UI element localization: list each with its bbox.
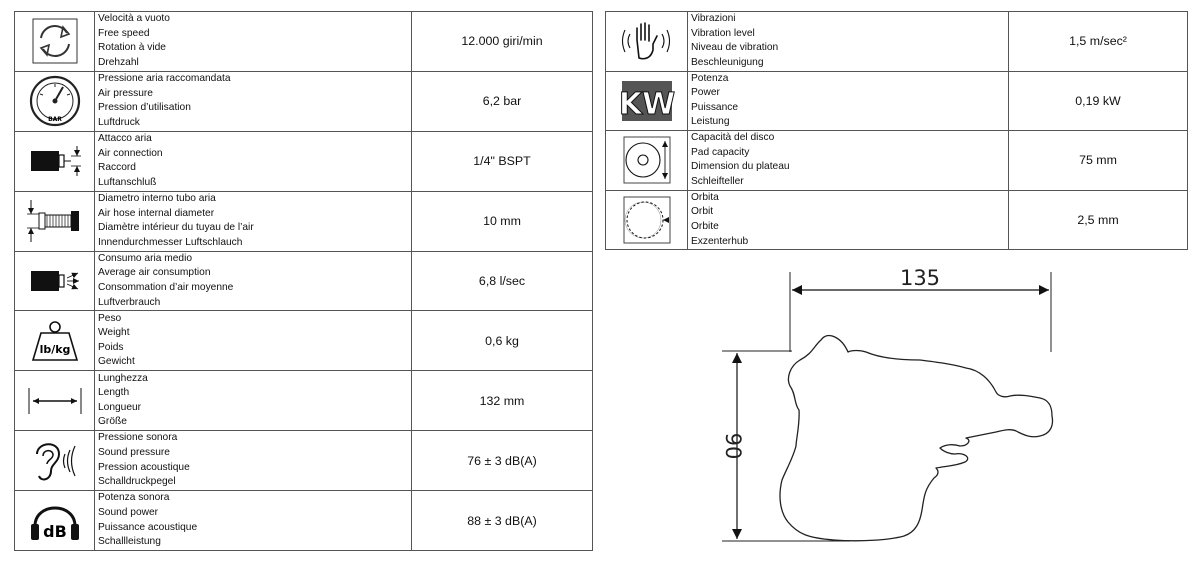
spec-label-de: Leistung xyxy=(691,116,730,128)
spec-label-it: Pressione aria raccomandata xyxy=(98,73,231,85)
spec-value: 12.000 giri/min xyxy=(412,12,593,72)
spec-value: 75 mm xyxy=(1009,131,1188,191)
spec-label-en: Average air consumption xyxy=(98,267,211,279)
spec-label-en: Orbit xyxy=(691,206,714,218)
spec-label-fr: Pression acoustique xyxy=(98,461,190,473)
spec-label-de: Schalldruckpegel xyxy=(98,476,176,488)
spec-label-en: Length xyxy=(98,387,130,399)
spec-label-en: Air hose internal diameter xyxy=(98,207,215,219)
spec-label-en: Weight xyxy=(98,327,130,339)
spec-label-fr: Puissance xyxy=(691,101,739,113)
spec-label-fr: Orbite xyxy=(691,221,719,233)
spec-label-de: Luftverbrauch xyxy=(98,296,161,308)
spec-label-fr: Puissance acoustique xyxy=(98,521,198,533)
spec-value: 6,2 bar xyxy=(412,71,593,131)
spec-label-it: Peso xyxy=(98,312,122,324)
spec-label-fr: Niveau de vibration xyxy=(691,42,779,54)
spec-label-en: Air pressure xyxy=(98,87,153,99)
spec-label-fr: Consommation d’air moyenne xyxy=(98,282,234,293)
spec-label-it: Lunghezza xyxy=(98,372,148,384)
spec-value: 1,5 m/sec² xyxy=(1009,12,1188,72)
spec-value: 76 ± 3 dB(A) xyxy=(412,431,593,491)
spec-label-en: Sound pressure xyxy=(98,447,170,459)
spec-label-de: Luftanschluß xyxy=(98,176,157,188)
spec-value: 10 mm xyxy=(412,191,593,251)
spec-label-fr: Pression d’utilisation xyxy=(98,102,191,114)
spec-label-fr: Poids xyxy=(98,341,124,353)
spec-label-de: Beschleunigung xyxy=(691,56,764,68)
spec-value: 0,6 kg xyxy=(412,311,593,371)
svg-text:dB: dB xyxy=(42,521,67,541)
sander-outline xyxy=(780,336,1053,541)
spec-label-de: Innendurchmesser Luftschlauch xyxy=(98,236,243,248)
spec-label-en: Sound power xyxy=(98,506,159,518)
spec-label-en: Air connection xyxy=(98,147,163,159)
spec-label-fr: Raccord xyxy=(98,162,136,174)
length-dimension-label: 135 xyxy=(899,266,941,290)
svg-text:BAR: BAR xyxy=(47,116,62,124)
spec-label-en: Power xyxy=(691,87,720,99)
svg-text:lb/kg: lb/kg xyxy=(39,342,70,356)
spec-value: 88 ± 3 dB(A) xyxy=(412,491,593,551)
spec-value: 6,8 l/sec xyxy=(412,251,593,311)
spec-label-fr: Diamètre intérieur du tuyau de l’air xyxy=(98,222,254,234)
spec-label-it: Diametro interno tubo aria xyxy=(98,192,216,204)
spec-label-it: Attacco aria xyxy=(98,133,152,145)
spec-label-de: Größe xyxy=(98,416,127,428)
spec-label-en: Free speed xyxy=(98,27,150,39)
spec-value: 0,19 kW xyxy=(1009,71,1188,131)
spec-label-de: Gewicht xyxy=(98,356,135,368)
spec-label-de: Luftdruck xyxy=(98,116,140,128)
spec-label-de: Schallleistung xyxy=(98,536,161,548)
spec-label-it: Pressione sonora xyxy=(98,432,178,444)
svg-text:KW: KW xyxy=(618,86,675,122)
spec-label-it: Consumo aria medio xyxy=(98,252,192,264)
spec-label-en: Vibration level xyxy=(691,27,755,39)
spec-label-fr: Rotation à vide xyxy=(98,42,166,54)
spec-value: 132 mm xyxy=(412,371,593,431)
height-dimension-label: 90 xyxy=(721,432,745,460)
spec-label-fr: Dimension du plateau xyxy=(691,161,790,173)
spec-label-de: Drehzahl xyxy=(98,57,139,69)
spec-label-de: Exzenterhub xyxy=(691,235,749,247)
spec-label-it: Potenza sonora xyxy=(98,492,170,504)
spec-label-it: Capacità del disco xyxy=(691,132,775,144)
spec-label-fr: Longueur xyxy=(98,401,142,413)
spec-label-it: Vibrazioni xyxy=(691,13,736,25)
spec-label-de: Schleifteller xyxy=(691,176,744,188)
spec-label-it: Orbita xyxy=(691,191,719,203)
spec-label-it: Potenza xyxy=(691,72,729,84)
spec-label-en: Pad capacity xyxy=(691,146,750,158)
spec-label-it: Velocità a vuoto xyxy=(98,13,170,25)
spec-value: 1/4" BSPT xyxy=(412,131,593,191)
spec-value: 2,5 mm xyxy=(1009,190,1188,250)
